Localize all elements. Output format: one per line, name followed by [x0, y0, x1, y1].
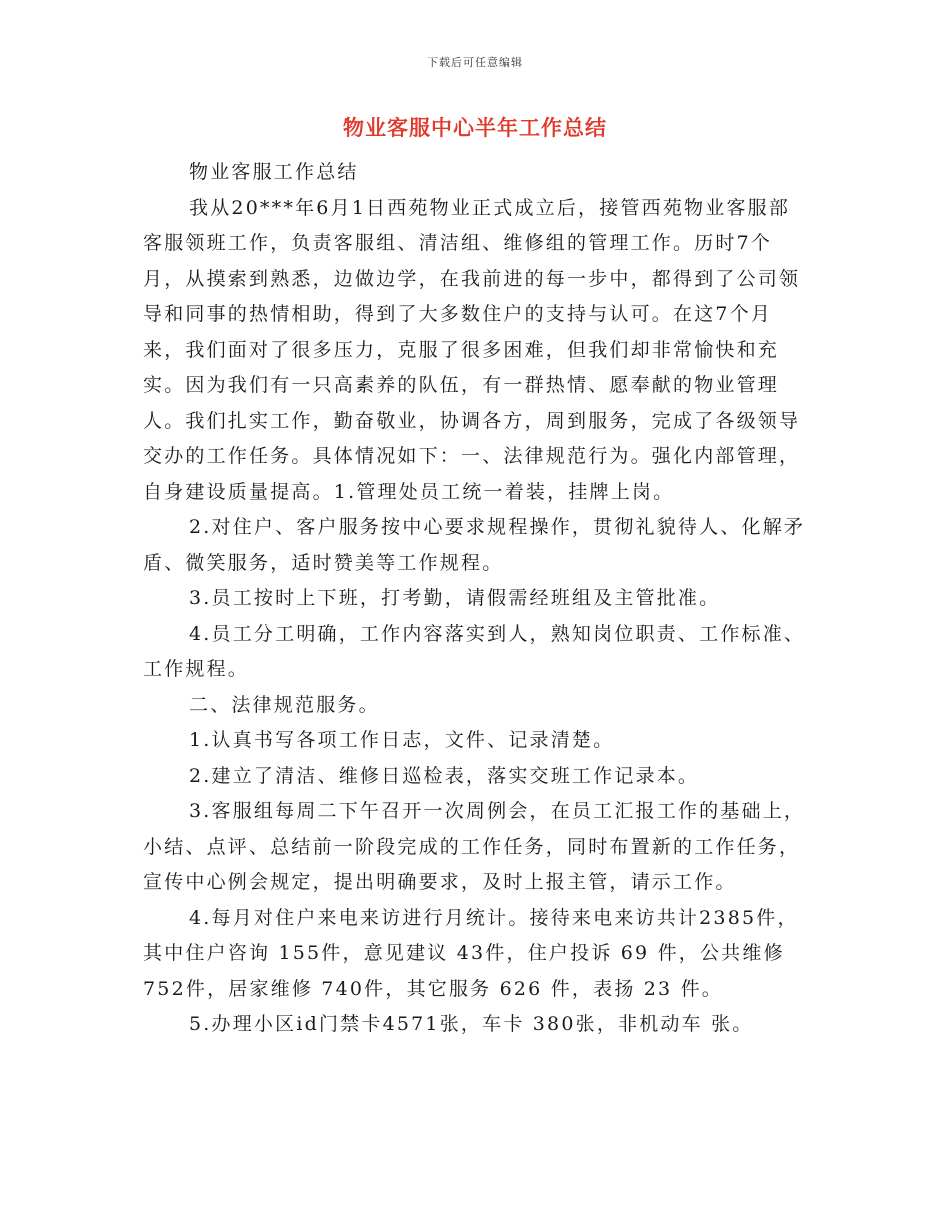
document-title: 物业客服中心半年工作总结: [343, 116, 607, 140]
section-heading: 物业客服工作总结: [189, 161, 359, 183]
body-paragraph: 2.对住户、客户服务按中心要求规程操作，贯彻礼貌待人、化解矛盾、微笑服务，适时赞美等工作规程。: [143, 516, 806, 574]
body-paragraph: 我从20***年6月1日西苑物业正式成立后，接管西苑物业客服部客服领班工作，负责客服组、清洁组、维修组的管理工作。历时7个月，从摸索到熟悉，边做边学，在我前进的每一步中，都得到了公司领导和同事的热情相助，得到了大多数住户的支持与认可。在这7个月来，我们面对了很多压力，克服了很多困难，但我们却非常愉快和充实。因为我们有一只高素养的队伍，有一群热情、愿奉献的物业管理人。我们扎实工作，勤奋敬业，协调各方，周到服务，完成了各级领导交办的工作任务。具体情况如下：一、法律规范行为。强化内部管理，自身建设质量提高。1.管理处员工统一着装，挂牌上岗。: [143, 196, 801, 503]
body-paragraph: 3.客服组每周二下午召开一次周例会，在员工汇报工作的基础上，小结、点评、总结前一阶段完成的工作任务，同时布置新的工作任务，宣传中心例会规定，提出明确要求，及时上报主管，请示工作。: [143, 800, 806, 893]
body-paragraph: 1.认真书写各项工作日志，文件、记录清楚。: [189, 729, 615, 751]
document-body: [143, 155, 811, 1043]
section-heading: 二、法律规范服务。: [189, 693, 380, 716]
body-paragraph: 2.建立了清洁、维修日巡检表，落实交班工作记录本。: [189, 764, 700, 787]
body-paragraph: 4.员工分工明确，工作内容落实到人，熟知岗位职责、工作标准、工作规程。: [143, 622, 806, 680]
body-paragraph: 3.员工按时上下班，打考勤，请假需经班组及主管批准。: [189, 587, 721, 609]
body-paragraph: 5.办理小区id门禁卡4571张，车卡 380张，非机动车 张。: [189, 1013, 754, 1035]
body-paragraph: 4.每月对住户来电来访进行月统计。接待来电来访共计2385件，其中住户咨询 155件，意见建议 43件，住户投诉 69 件，公共维修752件，居家维修 740件，其它服务 626 件，表扬 23 件。: [143, 906, 799, 1000]
page-header-note: 下载后可任意编辑: [427, 56, 523, 69]
